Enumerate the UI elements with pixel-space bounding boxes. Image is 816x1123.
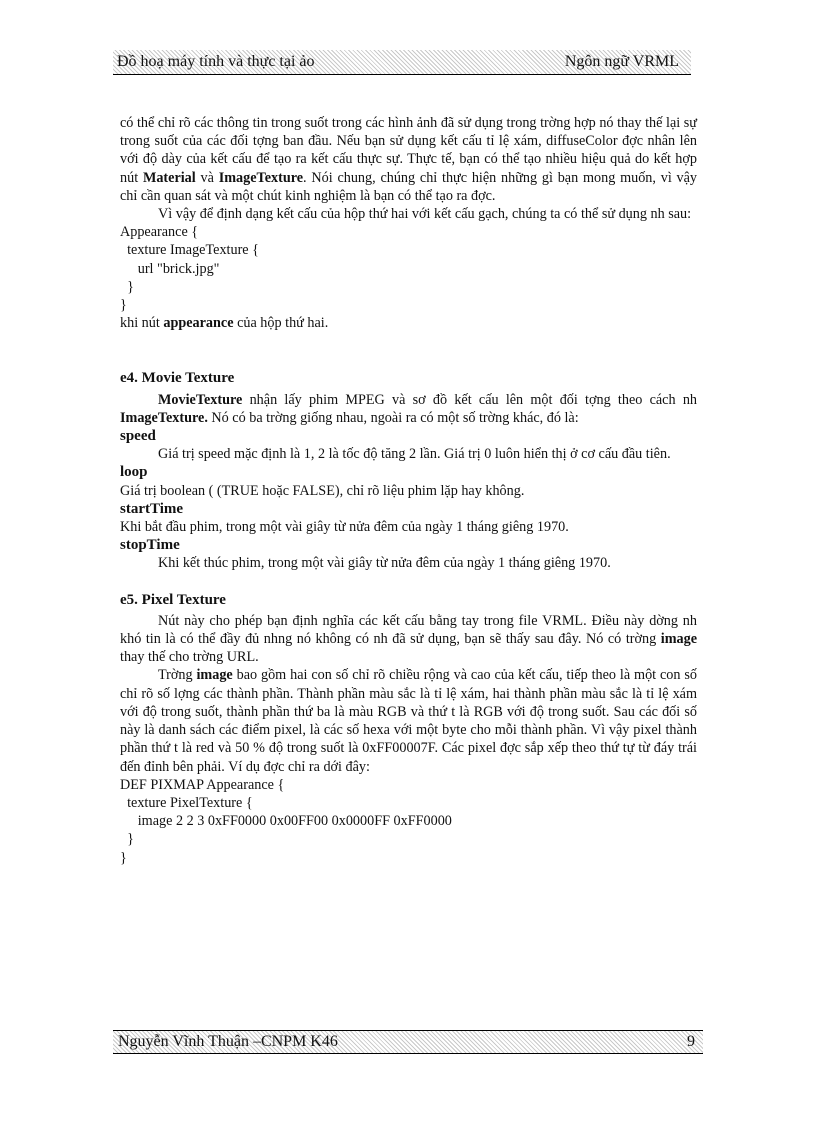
code-block: Appearance { texture ImageTexture { url "brick.jpg" } } — [120, 224, 259, 314]
field-desc-loop: Giá trị boolean ( (TRUE hoặc FALSE), chỉ rõ liệu phim lặp hay không. — [120, 482, 525, 499]
keyword: image — [660, 631, 697, 648]
paragraph: khi nút appearance của hộp thứ hai. — [120, 315, 329, 332]
paragraph: MovieTexture nhận lấy phim MPEG và sơ đồ kết cấu lên một đối tợng theo cách nh ImageTexture. Nó có ba trờng giống nhau, ngoài ra có một số trờng khác, đó là: — [120, 391, 698, 426]
keyword: image — [196, 667, 233, 684]
document-body — [120, 114, 697, 867]
code-block: DEF PIXMAP Appearance { texture PixelTexture { image 2 2 3 0xFF0000 0x00FF00 0x0000FF 0xFF0000 } } — [120, 776, 452, 866]
keyword: ImageTexture — [218, 169, 304, 186]
keyword: ImageTexture. — [120, 409, 208, 426]
footer-author: Nguyễn Vĩnh Thuận –CNPM K46 — [118, 1033, 338, 1050]
paragraph: có thể chỉ rõ các thông tin trong suốt trong các hình ảnh đã sử dụng trong trờng hợp nó thay thế lại sự trong suốt của các đối tợng ban đầu. Nếu bạn sử dụng kết cấu tỉ lệ xám, diffuseColor đợc nhân lên với độ dày của kết cấu để tạo ra kết cấu thực sự. Thực tế, bạn có thể tạo nhiều hiệu quả do kết hợp nút Material và ImageTexture. Nói chung, chúng chỉ thực hiện những gì bạn mong muốn, vì vậy chỉ cần quan sát và một chút kinh nghiệm là bạn có thể tạo ra đợc. — [120, 115, 698, 204]
keyword: MovieTexture — [158, 391, 243, 408]
field-name-stoptime: stopTime — [120, 537, 180, 554]
page-footer — [113, 1030, 703, 1054]
field-name-loop: loop — [120, 464, 148, 481]
paragraph: Nút này cho phép bạn định nghĩa các kết cấu bằng tay trong file VRML. Điều này dờng nh khó tin là có thể đầy đủ nhng nó không có nh đã sử dụng, bạn sẽ thấy sau đây. Nó có trờng image thay thế cho trờng URL. — [120, 612, 697, 666]
page-header — [113, 50, 691, 75]
section-heading-e5: e5. Pixel Texture — [120, 591, 226, 608]
keyword: appearance — [163, 315, 234, 332]
header-chapter: Ngôn ngữ VRML — [564, 53, 679, 70]
field-name-speed: speed — [120, 428, 156, 445]
header-title: Đồ hoạ máy tính và thực tại ảo — [117, 53, 315, 70]
keyword: Material — [142, 169, 196, 186]
section-heading-e4: e4. Movie Texture — [120, 370, 235, 387]
paragraph: Vì vậy để định dạng kết cấu của hộp thứ hai với kết cấu gạch, chúng ta có thể sử dụng nh sau: — [158, 206, 692, 223]
page-number: 9 — [687, 1033, 695, 1050]
paragraph: Trờng image bao gồm hai con số chỉ rõ chiều rộng và cao của kết cấu, tiếp theo là một con số chỉ rõ số lợng các thành phần. Thành phần màu sắc là tỉ lệ xám, hai thành phần màu sắc là tỉ lệ xám với độ trong suốt, thành phần thứ ba là màu RGB và thứ t là RGB với độ trong suốt. Sau các đối số này là danh sách các điểm pixel, là các số hexa với một byte cho mỗi thành phần. Vì vậy pixel thành phần thứ t là red và 50 % độ trong suốt là 0xFF00007F. Các pixel đợc sắp xếp theo thứ tự từ đáy trái đến đỉnh bên phải. Ví dụ đợc chỉ ra dới đây: — [120, 667, 697, 775]
field-name-starttime: startTime — [120, 500, 184, 517]
field-desc-starttime: Khi bắt đầu phim, trong một vài giây từ nửa đêm của ngày 1 tháng giêng 1970. — [120, 519, 569, 536]
field-desc-stoptime: Khi kết thúc phim, trong một vài giây từ nửa đêm của ngày 1 tháng giêng 1970. — [158, 555, 611, 572]
field-desc-speed: Giá trị speed mặc định là 1, 2 là tốc độ tăng 2 lần. Giá trị 0 luôn hiển thị ở cơ cấu đầu tiên. — [158, 446, 671, 463]
